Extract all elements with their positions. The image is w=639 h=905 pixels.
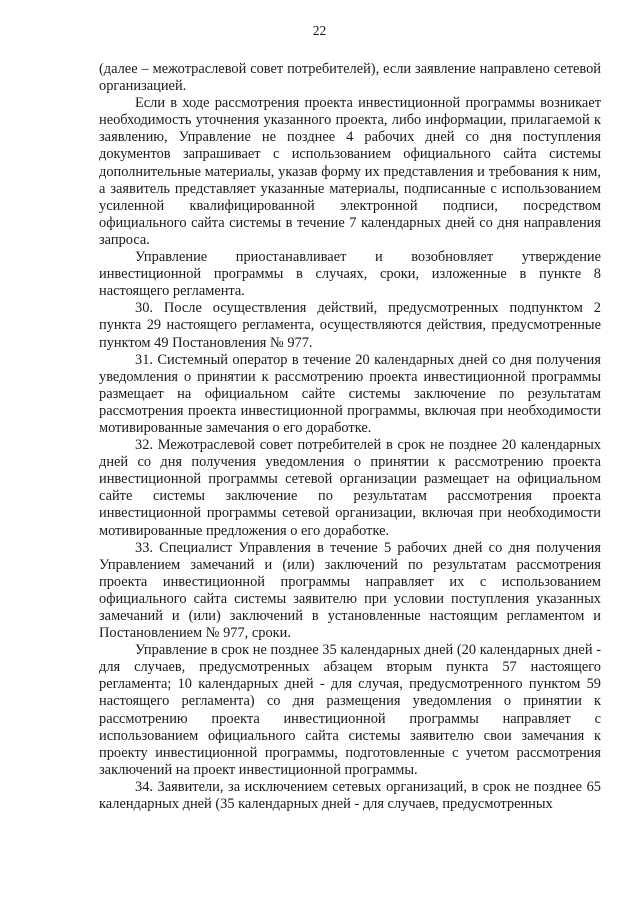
paragraph-32: 32. Межотраслевой совет потребителей в срок не позднее 20 календарных дней со дня получения уведомления о принятии к рассмотрению проекта инвестиционной программы сетевой организации размещает на официальном сайте системы заключение по результатам рассмотрения проекта инвестиционной программы сетевой организации, включая при необходимости мотивированные предложения о его доработке. xyxy=(99,437,601,539)
paragraph-33: 33. Специалист Управления в течение 5 рабочих дней со дня получения Управлением замечаний и (или) заключений по результатам рассмотрения проекта инвестиционной программы направляет их с использованием официального сайта системы заявителю при условии поступления указанных замечаний и (или) заключений в установленные настоящим регламентом и Постановлением № 977, сроки. xyxy=(99,539,601,642)
paragraph-30: 30. После осуществления действий, предусмотренных подпунктом 2 пункта 29 настоящего регламента, осуществляются действия, предусмотренные пунктом 49 Постановления № 977. xyxy=(99,300,601,351)
paragraph-continuation: (далее – межотраслевой совет потребителей), если заявление направлено сетевой организацией. xyxy=(99,61,601,95)
paragraph-31: 31. Системный оператор в течение 20 календарных дней со дня получения уведомления о принятии к рассмотрению проекта инвестиционной программы размещает на официальном сайте системы заключение по результатам рассмотрения проекта инвестиционной программы, включая при необходимости мотивированные замечания о его доработке. xyxy=(99,351,601,436)
page-number: 22 xyxy=(312,23,327,38)
paragraph-34: 34. Заявители, за исключением сетевых организаций, в срок не позднее 65 календарных дней (35 календарных дней - для случаев, предусмотренных xyxy=(99,778,601,813)
document-body xyxy=(99,61,601,813)
paragraph-suspension: Управление приостанавливает и возобновляет утверждение инвестиционной программы в случаях, сроки, изложенные в пункте 8 настоящего регламента. xyxy=(99,249,601,300)
paragraph-remarks-deadline: Управление в срок не позднее 35 календарных дней (20 календарных дней - для случаев, предусмотренных абзацем вторым пункта 57 настоящего регламента; 10 календарных дней - для случая, предусмотренного пунктом 59 настоящего регламента) со дня размещения уведомления о принятии к рассмотрению проекта инвестиционной программы направляет с использованием официального сайта системы заявителю свои замечания к проекту инвестиционной программы, подготовленные с учетом рассмотрения заключений на проект инвестиционной программы. xyxy=(99,642,601,778)
paragraph-clarification-request: Если в ходе рассмотрения проекта инвестиционной программы возникает необходимость уточнения указанного проекта, либо информации, прилагаемой к заявлению, Управление не позднее 4 рабочих дней со дня поступления документов запрашивает с использованием официального сайта системы дополнительные материалы, указав форму их представления и требования к ним, а заявитель представляет указанные материалы, подписанные с использованием усиленной квалифицированной электронной подписи, посредством официального сайта системы в течение 7 календарных дней со дня направления запроса. xyxy=(99,95,601,248)
